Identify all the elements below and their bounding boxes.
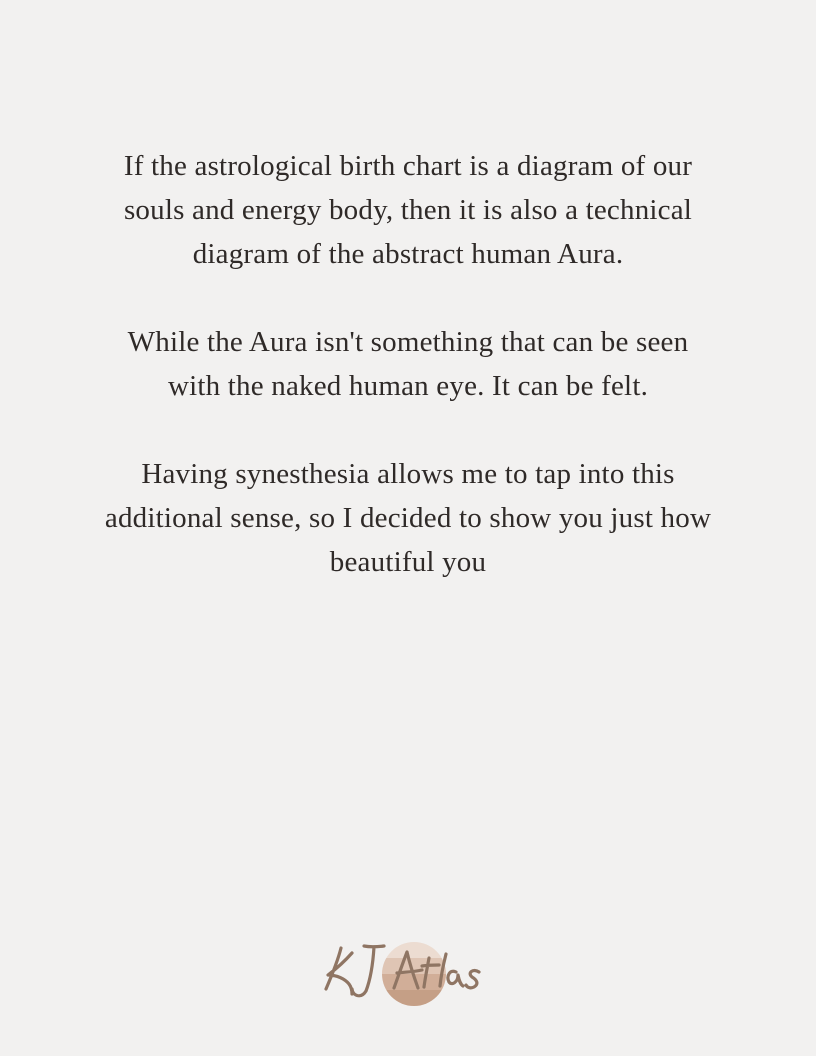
body-text (98, 144, 718, 628)
brand-logo (318, 930, 494, 1020)
paragraph-1: If the astrological birth chart is a diagram of our souls and energy body, then it is also a technical diagram of the abstract human Aura. (123, 150, 693, 270)
logo-script (318, 930, 494, 1020)
paragraph-3: Having synesthesia allows me to tap into this additional sense, so I decided to show you just how beautiful you (104, 458, 712, 578)
paragraph-2: While the Aura isn't something that can be seen with the naked human eye. It can be felt. (127, 326, 689, 402)
